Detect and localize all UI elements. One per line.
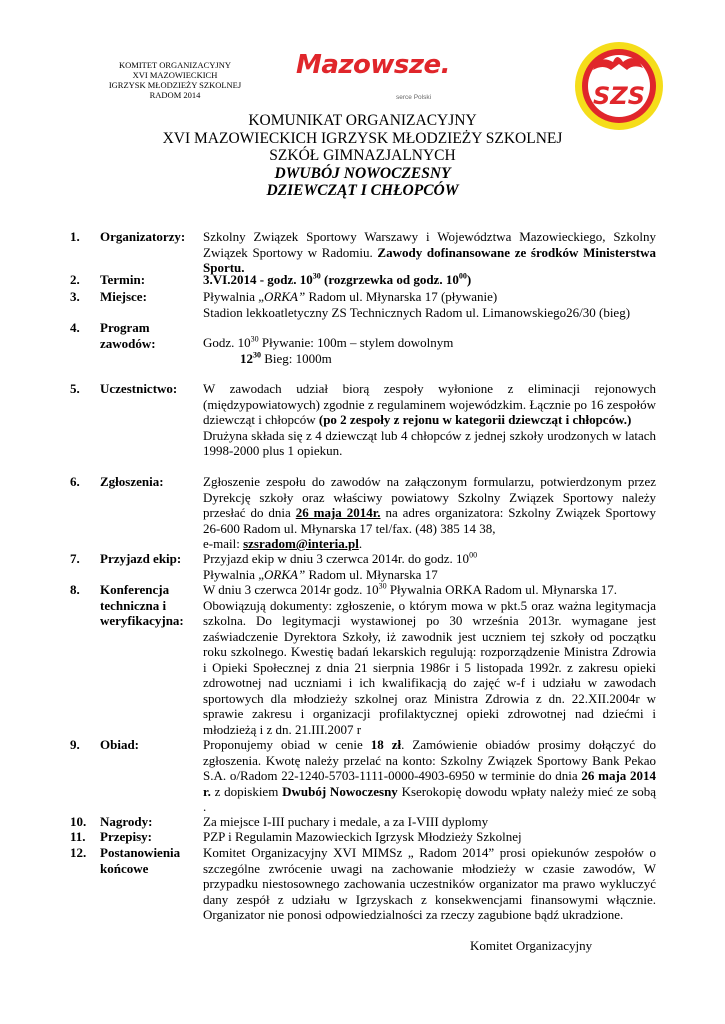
arrival-place (203, 567, 656, 583)
section-label: Termin: (100, 272, 146, 287)
organizing-committee-header (95, 60, 255, 100)
team-quota: (po 2 zespoły z rejonu w kategorii dziewcząt i chłopców.) (318, 412, 632, 427)
lunch-text (203, 737, 656, 815)
time-minutes: 30 (250, 334, 259, 344)
payment-deadline: 26 maja 2014 r. (203, 768, 656, 799)
label-line: końcowe (100, 860, 149, 876)
time-minutes: 30 (378, 581, 387, 591)
section-label: Przyjazd ekip: (100, 551, 182, 566)
text: Radom ul. Młynarska 17 (pływanie) (305, 289, 498, 304)
text: Radom ul. Młynarska 17 (305, 566, 438, 582)
section-number: 2. (70, 272, 80, 287)
pool-name: ORKA” (264, 566, 306, 582)
deadline-date: 26 maja 2014r. (295, 505, 381, 520)
conference-documents: Obowiązują dokumenty: zgłoszenie, o którym mowa w pkt.5 oraz ważna legitymacja szkolna. Do legitymacji wystawionej po 30 września 2013r. wymagane jest zaświadczenie Dyrektora Szkoły, iż zawodnik jest uczniem tej szkoły od początku roku szkolnego. Kwestię badań lekarskich regulują: rozporządzenie Ministra Zdrowia i Opieki Społecznej z dnia 21 sierpnia 1986r i 5 listopada 1992r. z zakresu opieki zdrowotnej nad uczniami i ich kwalifikacją do zajęć w-f i udziału w zawodach sportowych dla młodzieży szkolnej oraz Ministra Zdrowia z dn. 22.XII.2004r w sprawie zakresu i organizacji profilaktycznej opieki zdrowotnej nad dziećmi i młodzieżą i z dn. 21.III.2007 r (203, 597, 656, 737)
document-title (0, 112, 725, 200)
text: Godz. 10 (203, 335, 251, 350)
text: na adres organizatora: Szkolny Związek Sportowy 26-600 Radom ul. Młynarska 17 tel/fax. (48) 385 14 38, (203, 505, 656, 536)
signature: Komitet Organizacyjny (470, 938, 593, 953)
section-text (203, 737, 656, 815)
logo-wordmark: Mazowsze. (296, 50, 451, 80)
section-label: Nagrody: (100, 814, 153, 829)
section-number: 9. (70, 737, 80, 752)
text: Kserokopię dowodu wpłaty należy mieć ze sobą . (203, 783, 656, 814)
label-line: Program (100, 320, 150, 335)
header-line: XVI MAZOWIECKICH (132, 70, 218, 80)
section-label (100, 320, 200, 351)
text: Pływalnia „ (203, 289, 265, 304)
paren-close: ) (466, 272, 472, 287)
section-label: Organizatorzy: (100, 229, 186, 244)
lunch-price: 18 zł (370, 737, 402, 752)
section-label: Przepisy: (100, 829, 152, 844)
title-line: KOMUNIKAT ORGANIZACYJNY (248, 112, 477, 129)
text: z dopiskiem (210, 783, 283, 799)
text: Pływalnia ORKA Radom ul. Młynarska 17. (386, 582, 617, 597)
label-line: Postanowienia (100, 845, 181, 860)
text: 12 (240, 350, 253, 366)
registration-text (203, 474, 656, 536)
section-text (203, 551, 656, 582)
text: Proponujemy obiad w cenie (203, 737, 371, 752)
section-number: 7. (70, 551, 80, 566)
badge-text: SZS (593, 82, 645, 110)
email-link[interactable]: szsradom@interia.pl (243, 536, 359, 551)
label-line: Konferencja (100, 582, 170, 597)
section-text (203, 272, 656, 288)
text: Bieg: 1000m (261, 350, 332, 366)
section-number: 3. (70, 289, 80, 304)
email-label: e-mail: (203, 536, 244, 551)
section-number: 6. (70, 474, 80, 489)
header-line: KOMITET ORGANIZACYJNY (119, 60, 231, 70)
participation-p2: Drużyna składa się z 4 dziewcząt lub 4 chłopców z jednej szkoły urodzonych w latach 1998-2000 plus 1 opiekun. (203, 427, 656, 458)
label-line: techniczna i (100, 597, 167, 613)
funding-note: Zawody dofinansowane ze środków Ministerstwa Sportu. (203, 244, 656, 275)
participation-p1 (203, 381, 656, 428)
warmup-text: (rozgrzewka od godz. 10 (320, 272, 459, 287)
title-line: SZKÓŁ GIMNAZJALNYCH (269, 147, 456, 164)
label-line: weryfikacyjna: (100, 613, 184, 628)
payment-reference: Dwubój Nowoczesny (282, 783, 398, 799)
section-label: Uczestnictwo: (100, 381, 178, 396)
registration-email (203, 536, 656, 552)
text: . Zamówienie obiadów prosimy dołączyć do zgłoszenia. Kwotę należy przelać na konto: Szkolny Związek Sportowy Bank Pekao S.A. o/Radom 22-1240-5703-1111-0000-4903-6950 w terminie do dnia (203, 737, 656, 783)
section-label (100, 582, 200, 629)
section-text: PZP i Regulamin Mazowieckich Igrzysk Młodzieży Szkolnej (203, 829, 522, 844)
section-text (203, 474, 656, 552)
text: Pływalnia „ (203, 566, 265, 582)
program-swimming (203, 335, 656, 351)
text: Przyjazd ekip w dniu 3 czerwca 2014r. do godz. 10 (203, 551, 470, 566)
venue-pool (203, 289, 656, 305)
time-minutes: 00 (458, 271, 467, 281)
title-line: XVI MAZOWIECKICH IGRZYSK MŁODZIEŻY SZKOLNEJ (162, 129, 563, 147)
text: W dniu 3 czerwca 2014r godz. 10 (203, 582, 379, 597)
conference-time (203, 582, 656, 598)
text: . (358, 536, 363, 551)
mazowsze-logo (296, 50, 451, 101)
title-event: DWUBÓJ NOWOCZESNY (274, 164, 451, 182)
arrival-time (203, 551, 656, 567)
section-number: 11. (70, 829, 86, 844)
section-text (203, 381, 656, 459)
time-minutes: 00 (469, 550, 478, 560)
section-label: Zgłoszenia: (100, 474, 164, 489)
section-text (203, 335, 656, 366)
section-text: Za miejsce I-III puchary i medale, a za I-VIII dyplomy (203, 814, 489, 829)
header-line: RADOM 2014 (149, 90, 201, 100)
pool-name: ORKA” (264, 289, 306, 304)
section-number: 5. (70, 381, 80, 396)
section-label: Obiad: (100, 737, 140, 752)
section-number: 10. (70, 814, 87, 829)
section-number: 12. (70, 845, 87, 860)
text: Zgłoszenie zespołu do zawodów na załączonym formularzu, potwierdzonym przez Dyrekcję szkoły oraz właściwy powiatowy Szkolny Związek Sportowy należy przesłać do dnia (203, 474, 656, 520)
organizers-text: Szkolny Związek Sportowy Warszawy i Województwa Mazowieckiego, Szkolny Związek Sportowy w Radomiu. (203, 229, 656, 260)
section-number: 4. (70, 320, 80, 335)
section-text (203, 289, 656, 320)
time-minutes: 30 (312, 271, 321, 281)
program-running (203, 351, 656, 367)
date-text: 3.VI.2014 - godz. 10 (203, 272, 313, 287)
section-text: Komitet Organizacyjny XVI MIMSz „ Radom 2014” prosi opiekunów zespołów o szczególne zwrócenie uwagi na zachowanie młodzieży w czasie zawodów, W przypadku niestosownego zachowania uczestników organizator ma prawo wykluczyć dany zespół z udziału w Igrzyskach z konsekwencjami finansowymi włącznie. Organizator nie ponosi odpowiedzialności za rzeczy zagubione bądź ukradzione. (203, 845, 656, 922)
venue-stadium: Stadion lekkoatletyczny ZS Technicznych Radom ul. Limanowskiego26/30 (bieg) (203, 304, 631, 320)
title-category: DZIEWCZĄT I CHŁOPCÓW (266, 182, 459, 199)
text: W zawodach udział biorą zespoły wyłonione z eliminacji rejonowych (międzypowiatowych) zgodnie z regulaminem wojewódzkim. Łącznie po 16 zespołów dziewcząt i chłopców (203, 381, 656, 427)
header-line: IGRZYSK MŁODZIEŻY SZKOLNEJ (108, 80, 242, 90)
logo-tagline: serce Polski (396, 94, 432, 101)
label-line: zawodów: (100, 335, 156, 351)
section-number: 1. (70, 229, 80, 244)
section-number: 8. (70, 582, 80, 597)
text: Pływanie: 100m – stylem dowolnym (258, 335, 454, 350)
section-label (100, 845, 200, 876)
section-text (203, 582, 656, 737)
section-label: Miejsce: (100, 289, 147, 304)
time-minutes: 30 (253, 350, 261, 360)
section-text (203, 229, 656, 276)
